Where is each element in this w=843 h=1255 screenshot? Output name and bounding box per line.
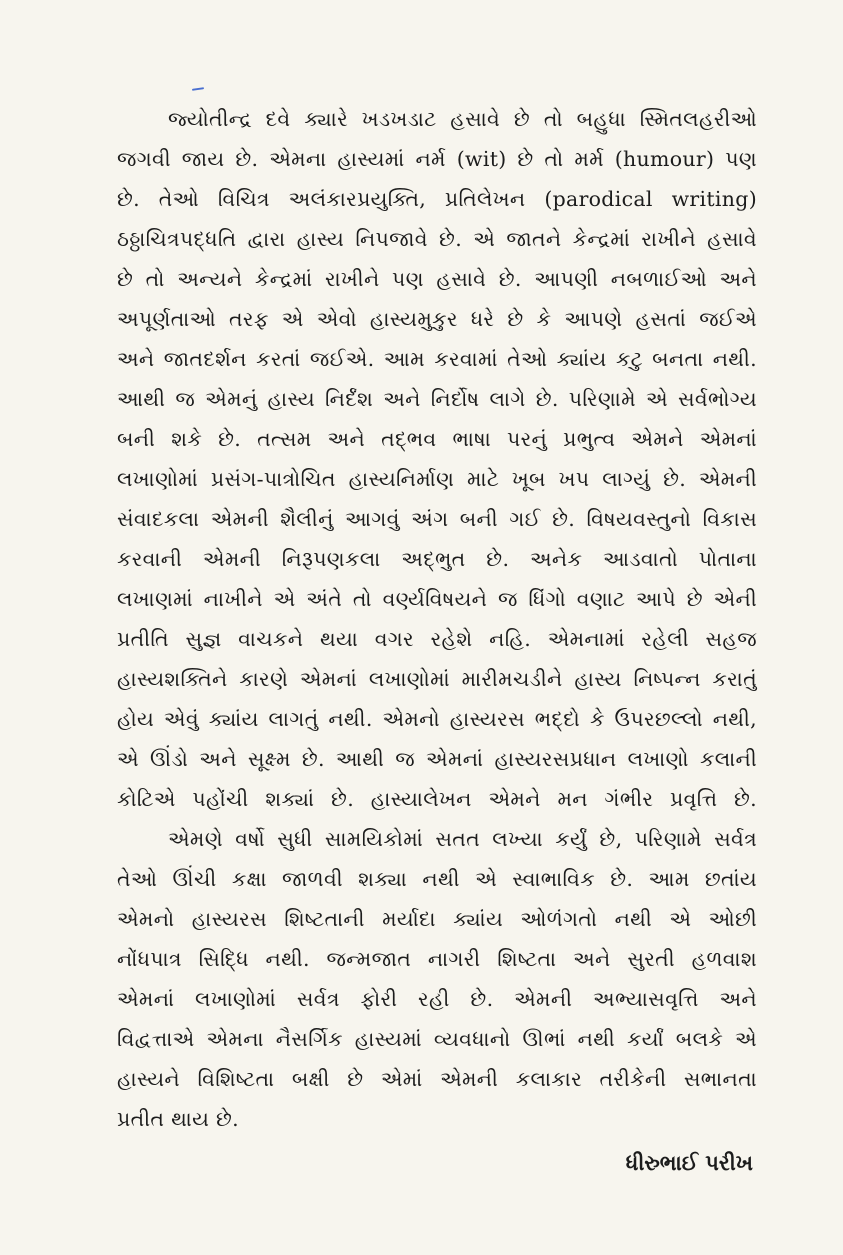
author-signature: ધીરુભાઈ પરીખ — [625, 1150, 753, 1175]
text-line: કરવાની એમની નિરૂપણકલા અદ્ભુત છે. અનેક આડવાતો પોતાના — [117, 547, 757, 571]
text-line: નોંધપાત્ર સિદ્ધિ નથી. જન્મજાત નાગરી શિષ્ટતા અને સુરતી હળવાશ — [117, 947, 757, 971]
text-line: સંવાદકલા એમની શૈલીનું આગવું અંગ બની ગઈ છે. વિષયવસ્તુનો વિકાસ — [117, 507, 757, 531]
text-line: અને જાતદર્શન કરતાં જઈએ. આમ કરવામાં તેઓ ક્યાંય કટુ બનતા નથી. — [117, 347, 757, 371]
ink-mark — [192, 87, 204, 91]
text-line: લખાણમાં નાખીને એ અંતે તો વર્ણ્યવિષયને જ ધિંગો વણાટ આપે છે એની — [117, 587, 757, 611]
text-line: એ ઊંડો અને સૂક્ષ્મ છે. આથી જ એમનાં હાસ્યરસપ્રધાન લખાણો કલાની — [117, 747, 757, 771]
text-line: છે તો અન્યને કેન્દ્રમાં રાખીને પણ હસાવે છે. આપણી નબળાઈઓ અને — [117, 267, 757, 291]
text-line: છે. તેઓ વિચિત્ર અલંકારપ્રયુક્તિ, પ્રતિલેખન (parodical writing) — [117, 187, 757, 211]
text-line: પ્રતીતિ સુજ્ઞ વાચકને થયા વગર રહેશે નહિ. એમનામાં રહેલી સહજ — [117, 627, 757, 651]
text-line: બની શકે છે. તત્સમ અને તદ્ભવ ભાષા પરનું પ્રભુત્વ એમને એમનાં — [117, 427, 757, 451]
text-line: એમણે વર્ષો સુધી સામયિકોમાં સતત લખ્યા કર્યું છે, પરિણામે સર્વત્ર — [168, 827, 757, 851]
text-line: હાસ્યને વિશિષ્ટતા બક્ષી છે એમાં એમની કલાકાર તરીકેની સભાનતા — [117, 1067, 757, 1091]
text-line: વિદ્વત્તાએ એમના નૈસર્ગિક હાસ્યમાં વ્યવધાનો ઊભાં નથી કર્યાં બલકે એ — [117, 1027, 757, 1051]
text-line: આથી જ એમનું હાસ્ય નિર્દંશ અને નિર્દોષ લાગે છે. પરિણામે એ સર્વભોગ્ય — [117, 387, 757, 411]
text-line: તેઓ ઊંચી કક્ષા જાળવી શક્યા નથી એ સ્વાભાવિક છે. આમ છતાંય — [117, 867, 757, 891]
text-line: જગવી જાય છે. એમના હાસ્યમાં નર્મ (wit) છે તો મર્મ (humour) પણ — [117, 147, 757, 171]
text-line: અપૂર્ણતાઓ તરફ એ એવો હાસ્યમુકુર ધરે છે કે આપણે હસતાં જઈએ — [117, 307, 757, 331]
text-line: એમનો હાસ્યરસ શિષ્ટતાની મર્યાદા ક્યાંય ઓળંગતો નથી એ ઓછી — [117, 907, 757, 931]
text-line: જ્યોતીન્દ્ર દવે ક્યારે ખડખડાટ હસાવે છે તો બહુધા સ્મિતલહરીઓ — [168, 107, 757, 131]
text-line: હાસ્યશક્તિને કારણે એમનાં લખાણોમાં મારીમચડીને હાસ્ય નિષ્પન્ન કરાતું — [117, 667, 757, 691]
text-line: એમનાં લખાણોમાં સર્વત્ર ફોરી રહી છે. એમની અભ્યાસવૃત્તિ અને — [117, 987, 757, 1011]
text-line: હોય એવું ક્યાંય લાગતું નથી. એમનો હાસ્યરસ ભદ્દો કે ઉપરછલ્લો નથી, — [117, 707, 757, 731]
text-line: કોટિએ પહોંચી શક્યાં છે. હાસ્યાલેખન એમને મન ગંભીર પ્રવૃત્તિ છે. — [117, 787, 757, 811]
text-line: ઠઠ્ઠાચિત્રપદ્ધતિ દ્વારા હાસ્ય નિપજાવે છે. એ જાતને કેન્દ્રમાં રાખીને હસાવે — [117, 227, 757, 251]
text-line: પ્રતીત થાય છે. — [117, 1107, 239, 1131]
text-line: લખાણોમાં પ્રસંગ-પાત્રોચિત હાસ્યનિર્માણ માટે ખૂબ ખપ લાગ્યું છે. એમની — [117, 467, 757, 491]
